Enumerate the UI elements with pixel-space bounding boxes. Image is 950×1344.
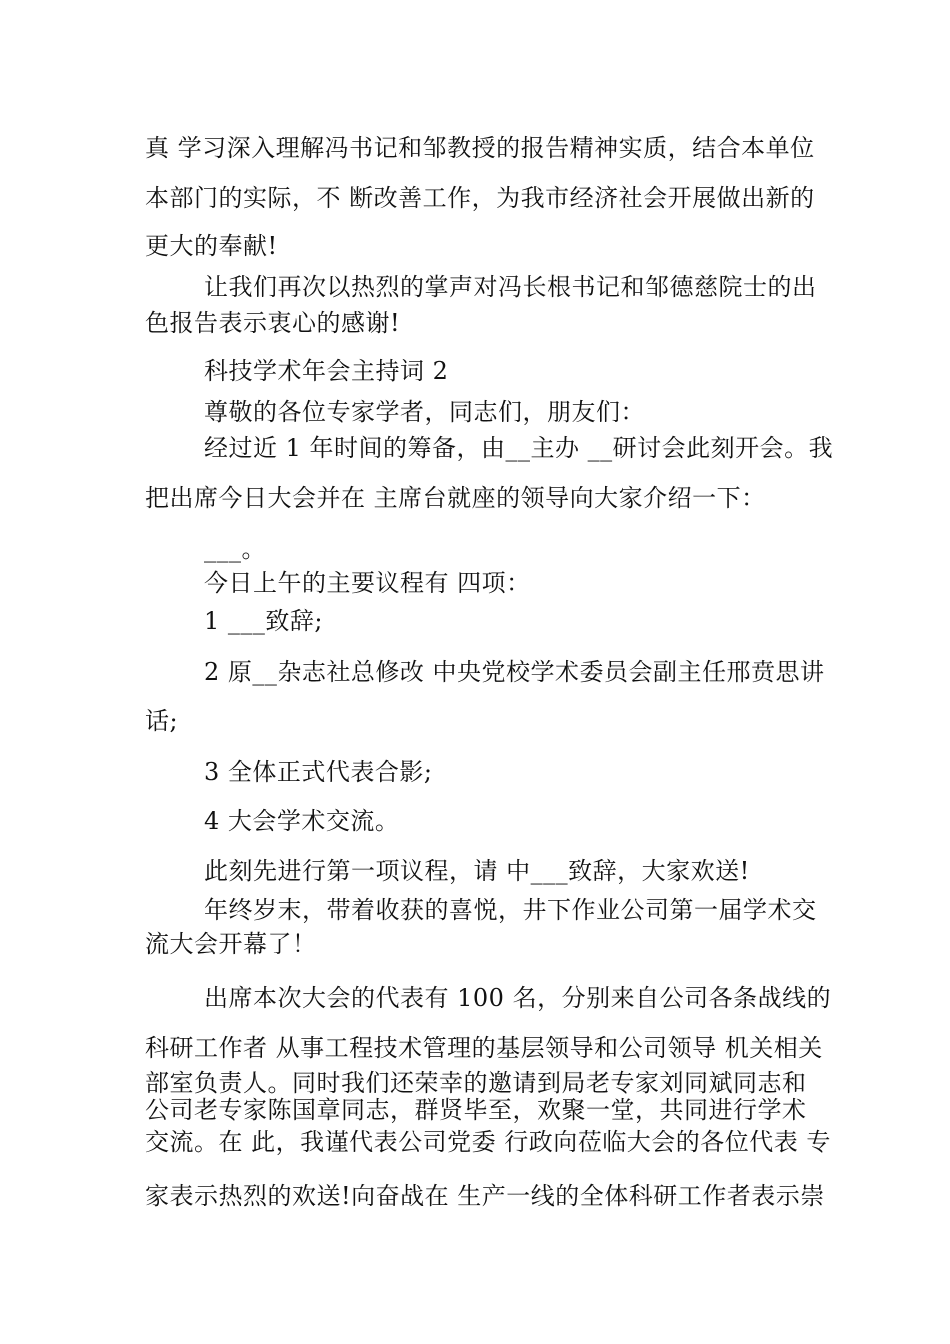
text-line: 话; xyxy=(145,707,179,735)
list-item: 4 大会学术交流。 xyxy=(204,807,400,835)
text-line: 本部门的实际，不 断改善工作，为我市经济社会开展做出新的 xyxy=(145,184,815,212)
text-line: 让我们再次以热烈的掌声对冯长根书记和邹德慈院士的出 xyxy=(204,273,817,301)
list-item: 1 ___致辞; xyxy=(204,607,323,635)
text-line: 家表示热烈的欢送!向奋战在 生产一线的全体科研工作者表示崇 xyxy=(145,1182,825,1210)
text-line: 今日上午的主要议程有 四项： xyxy=(204,569,531,597)
section-heading: 科技学术年会主持词 2 xyxy=(204,357,449,385)
list-item: 3 全体正式代表合影; xyxy=(204,758,433,786)
text-line: 出席本次大会的代表有 100 名，分别来自公司各条战线的 xyxy=(204,984,832,1012)
text-line: ___。 xyxy=(204,535,266,563)
text-line: 公司老专家陈国章同志，群贤毕至，欢聚一堂，共同进行学术 xyxy=(145,1096,807,1124)
text-line: 真 学习深入理解冯书记和邹教授的报告精神实质，结合本单位 xyxy=(145,134,815,162)
text-line: 更大的奉献! xyxy=(145,232,278,260)
text-line: 部室负责人。同时我们还荣幸的邀请到局老专家刘同斌同志和 xyxy=(145,1069,807,1097)
text-line: 此刻先进行第一项议程，请 中___致辞，大家欢送! xyxy=(204,857,750,885)
text-line: 尊敬的各位专家学者，同志们，朋友们： xyxy=(204,398,645,426)
text-line: 交流。在 此，我谨代表公司党委 行政向莅临大会的各位代表 专 xyxy=(145,1128,831,1156)
text-line: 流大会开幕了！ xyxy=(145,930,317,958)
text-line: 经过近 1 年时间的筹备，由__主办 __研讨会此刻开会。我 xyxy=(204,434,834,462)
text-line: 年终岁末，带着收获的喜悦，井下作业公司第一届学术交 xyxy=(204,896,817,924)
list-item: 2 原__杂志社总修改 中央党校学术委员会副主任邢贲思讲 xyxy=(204,658,825,686)
text-line: 色报告表示衷心的感谢! xyxy=(145,309,401,337)
text-line: 科研工作者 从事工程技术管理的基层领导和公司领导 机关相关 xyxy=(145,1034,823,1062)
text-line: 把出席今日大会并在 主席台就座的领导向大家介绍一下： xyxy=(145,484,766,512)
